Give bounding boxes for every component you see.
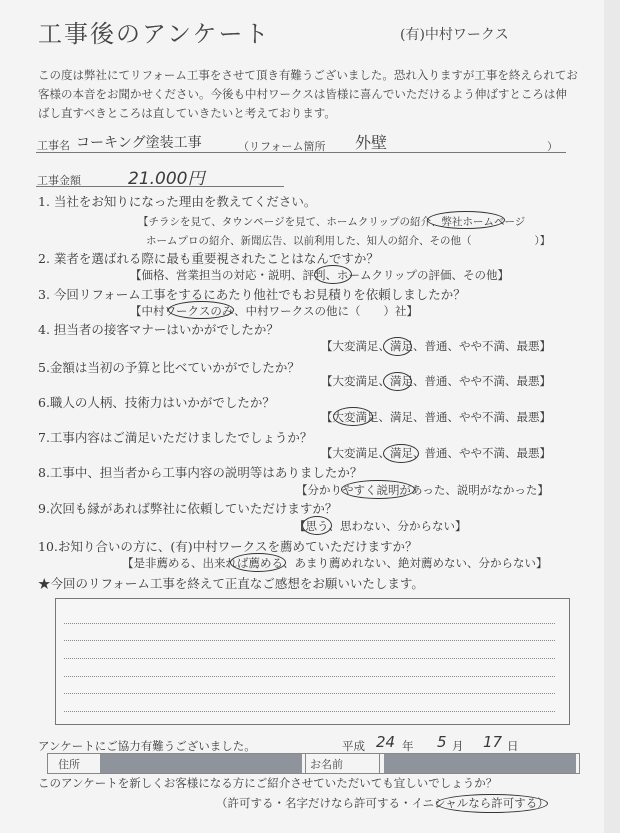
thanks-text: アンケートにご協力有難うございました。 bbox=[38, 739, 256, 753]
selection-circle bbox=[302, 516, 332, 535]
selection-circle bbox=[436, 794, 548, 813]
permission-options[interactable]: （許可する・名字だけなら許可する・イニシャルなら許可する） bbox=[216, 796, 549, 810]
selection-circle bbox=[427, 211, 505, 229]
question-9-options[interactable]: 【思う、思わない、分からない】 bbox=[294, 519, 467, 533]
selection-circle bbox=[383, 444, 419, 463]
company-name: (有)中村ワークス bbox=[400, 27, 509, 43]
page-title: 工事後のアンケート bbox=[38, 20, 271, 48]
location-value[interactable]: 外壁 bbox=[355, 133, 388, 152]
question-9: 9.次回も縁があれば弊社に依頼していただけますか？ bbox=[38, 501, 338, 516]
date-day-unit: 日 bbox=[507, 739, 519, 753]
question-8-options[interactable]: 【分かりやすく説明があった、説明がなかった】 bbox=[296, 483, 549, 497]
question-2: 2. 業者を選ばれる際に最も重要視されたことはなんですか？ bbox=[38, 251, 379, 266]
question-10: 10.お知り合いの方に、(有)中村ワークスを薦めていただけますか？ bbox=[38, 539, 418, 554]
date-era: 平成 bbox=[342, 739, 365, 753]
question-1-options-line2[interactable]: ホームプロの紹介、新聞広告、以前利用した、知人の紹介、その他（ ）】 bbox=[146, 235, 551, 247]
question-6-options[interactable]: 【大変満足、満足、普通、やや不満、最悪】 bbox=[321, 410, 551, 424]
selection-circle bbox=[333, 407, 373, 426]
scan-edge bbox=[604, 0, 620, 833]
amount-value[interactable]: 21.000円 bbox=[128, 169, 205, 189]
question-6: 6.職人の人柄、技術力はいかがでしたか？ bbox=[38, 395, 275, 410]
comment-prompt: ★今回のリフォーム工事を終えて正直なご感想をお願いいたします。 bbox=[38, 576, 424, 591]
work-name-value[interactable]: コーキング塗装工事 bbox=[76, 135, 202, 151]
table-divider bbox=[379, 754, 380, 773]
selection-circle bbox=[230, 553, 286, 572]
question-4-options[interactable]: 【大変満足、満足、普通、やや不満、最悪】 bbox=[321, 339, 551, 353]
comment-line bbox=[64, 693, 555, 694]
date-year[interactable]: 24 bbox=[376, 733, 396, 751]
question-5: 5.金額は当初の予算と比べていかがでしたか？ bbox=[38, 360, 300, 375]
question-7-options[interactable]: 【大変満足、満足、普通、やや不満、最悪】 bbox=[321, 446, 551, 460]
question-4: 4. 担当者の接客マナーはいかがでしたか？ bbox=[38, 322, 279, 337]
location-close: ） bbox=[547, 140, 558, 153]
selection-circle bbox=[383, 337, 412, 356]
question-8: 8.工事中、担当者から工事内容の説明等はありましたか？ bbox=[38, 465, 363, 480]
comment-line bbox=[64, 676, 555, 677]
date-month[interactable]: 5 bbox=[437, 733, 447, 751]
permission-question: このアンケートを新しくお客様になる方にご紹介させていただいても宜しいでしょうか？ bbox=[38, 776, 498, 790]
question-2-options[interactable]: 【価格、営業担当の対応・説明、評判、ホームクリップの評価、その他】 bbox=[130, 268, 510, 282]
selection-circle bbox=[341, 480, 415, 499]
comment-line bbox=[64, 640, 555, 641]
selection-circle bbox=[168, 301, 234, 319]
question-3: 3. 今回リフォーム工事をするにあたり他社でもお見積りを依頼しましたか？ bbox=[38, 287, 466, 302]
contact-table bbox=[47, 753, 580, 774]
amount-label: 工事金額 bbox=[37, 174, 81, 187]
work-name-label: 工事名 bbox=[37, 139, 70, 152]
selection-circle bbox=[383, 372, 412, 391]
name-label: お名前 bbox=[310, 758, 343, 771]
question-5-options[interactable]: 【大変満足、満足、普通、やや不満、最悪】 bbox=[321, 374, 551, 388]
date-year-unit: 年 bbox=[402, 739, 414, 753]
question-10-options[interactable]: 【是非薦める、出来れば薦める、あまり薦めれない、絶対薦めない、分からない】 bbox=[122, 556, 548, 570]
comment-line bbox=[64, 711, 555, 712]
location-label: （リフォーム箇所 bbox=[238, 140, 326, 153]
question-7: 7.工事内容はご満足いただけましたでしょうか？ bbox=[38, 430, 313, 445]
question-1: 1. 当社をお知りになった理由を教えてください。 bbox=[38, 194, 317, 209]
selection-circle bbox=[314, 265, 352, 284]
question-1-options-line1[interactable]: 【チラシを見て、タウンページを見て、ホームクリップの紹介、弊社ホームページ bbox=[138, 216, 526, 228]
comment-line bbox=[64, 658, 555, 659]
name-redacted[interactable] bbox=[384, 754, 576, 773]
table-divider bbox=[305, 754, 306, 773]
comment-line bbox=[64, 623, 555, 624]
date-month-unit: 月 bbox=[452, 739, 464, 753]
address-label: 住所 bbox=[58, 758, 80, 771]
address-redacted[interactable] bbox=[100, 754, 302, 773]
comment-box[interactable] bbox=[55, 598, 570, 725]
question-3-options[interactable]: 【中村ワークスのみ、中村ワークスの他に（ ）社】 bbox=[130, 304, 418, 318]
date-day[interactable]: 17 bbox=[483, 733, 503, 751]
intro-text: この度は弊社にてリフォーム工事をさせて頂き有難うございました。恐れ入りますが工事を終えられてお客様の本音をお聞かせください。今後も中村ワークスは皆様に喜んでいただけるよう伸ばすところは伸ばし直すべきところは直していきたいと考えております。 bbox=[38, 68, 578, 120]
